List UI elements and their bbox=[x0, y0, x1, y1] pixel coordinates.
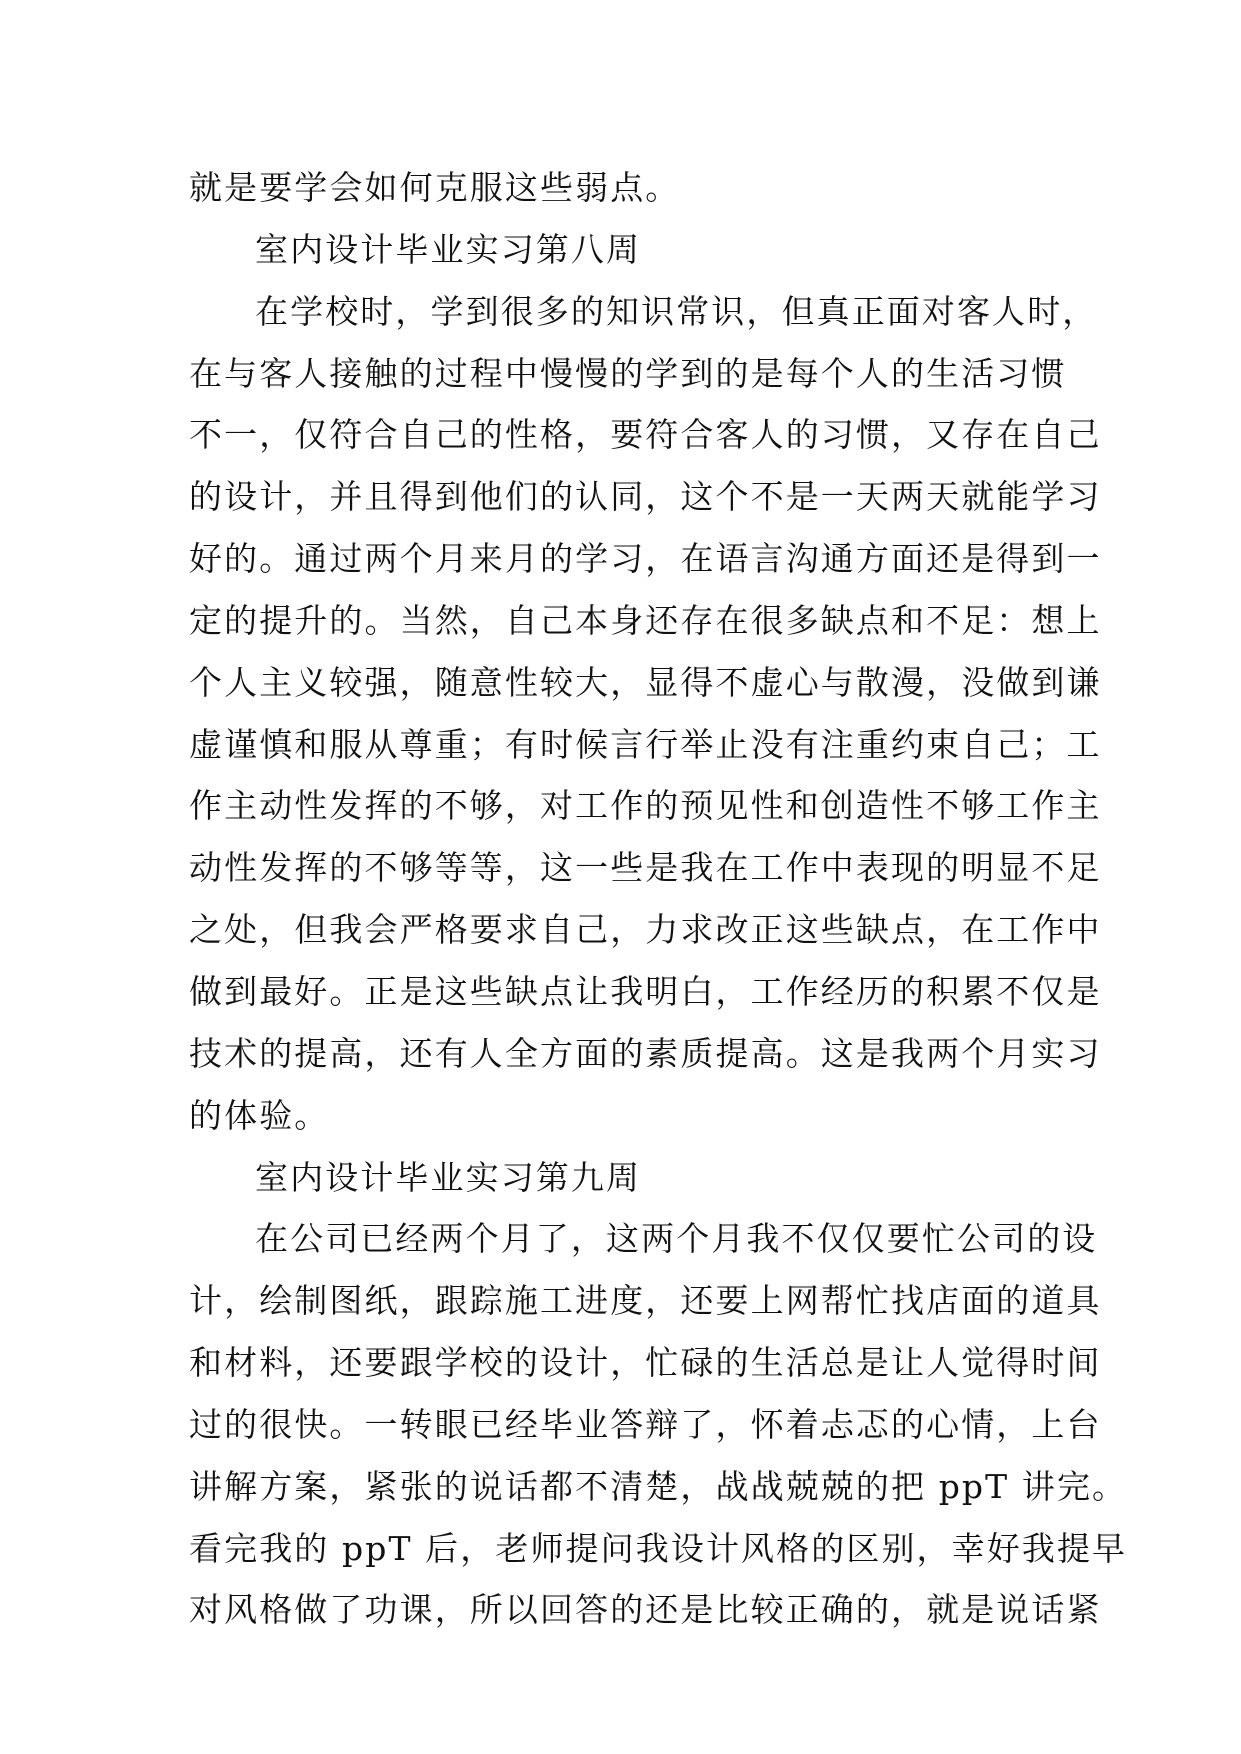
body-line: 的设计，并且得到他们的认同，这个不是一天两天就能学习 bbox=[189, 477, 1102, 517]
body-line: 就是要学会如何克服这些弱点。 bbox=[189, 168, 681, 207]
body-line: 在公司已经两个月了，这两个月我不仅仅要忙公司的设 bbox=[255, 1219, 1098, 1259]
body-line: 虚谨慎和服从尊重；有时候言行举止没有注重约束自己；工 bbox=[189, 724, 1102, 764]
body-line: 作主动性发挥的不够，对工作的预见性和创造性不够工作主 bbox=[189, 786, 1102, 826]
document-body bbox=[189, 157, 1128, 1641]
body-line: 计，绘制图纸，跟踪施工进度，还要上网帮忙找店面的道具 bbox=[189, 1281, 1102, 1321]
body-line: 和材料，还要跟学校的设计，忙碌的生活总是让人觉得时间 bbox=[189, 1343, 1102, 1383]
body-line: 之处，但我会严格要求自己，力求改正这些缺点，在工作中 bbox=[189, 910, 1102, 950]
body-line: 过的很快。一转眼已经毕业答辩了，怀着忐忑的心情，上台 bbox=[189, 1404, 1102, 1444]
body-line: 在与客人接触的过程中慢慢的学到的是每个人的生活习惯 bbox=[189, 353, 1067, 393]
body-line: 对风格做了功课，所以回答的还是比较正确的，就是说话紧 bbox=[189, 1590, 1102, 1630]
body-line: 的体验。 bbox=[189, 1095, 330, 1135]
body-line: 讲解方案，紧张的说话都不清楚，战战兢兢的把 ppT 讲完。 bbox=[189, 1466, 1128, 1506]
section-heading-week-8: 室内设计毕业实习第八周 bbox=[255, 229, 642, 269]
body-line: 不一，仅符合自己的性格，要符合客人的习惯，又存在自己 bbox=[189, 415, 1102, 455]
body-line: 做到最好。正是这些缺点让我明白，工作经历的积累不仅是 bbox=[189, 971, 1102, 1011]
body-line: 在学校时，学到很多的知识常识，但真正面对客人时， bbox=[255, 291, 1098, 331]
body-line: 看完我的 ppT 后，老师提问我设计风格的区别，幸好我提早 bbox=[189, 1528, 1128, 1568]
body-line: 定的提升的。当然，自己本身还存在很多缺点和不足：想上 bbox=[189, 600, 1102, 640]
body-line: 动性发挥的不够等等，这一些是我在工作中表现的明显不足 bbox=[189, 848, 1102, 888]
section-heading-week-9: 室内设计毕业实习第九周 bbox=[255, 1157, 642, 1197]
body-line: 个人主义较强，随意性较大，显得不虚心与散漫，没做到谦 bbox=[189, 662, 1102, 702]
body-line: 技术的提高，还有人全方面的素质提高。这是我两个月实习 bbox=[189, 1033, 1102, 1073]
body-line: 好的。通过两个月来月的学习，在语言沟通方面还是得到一 bbox=[189, 539, 1102, 579]
